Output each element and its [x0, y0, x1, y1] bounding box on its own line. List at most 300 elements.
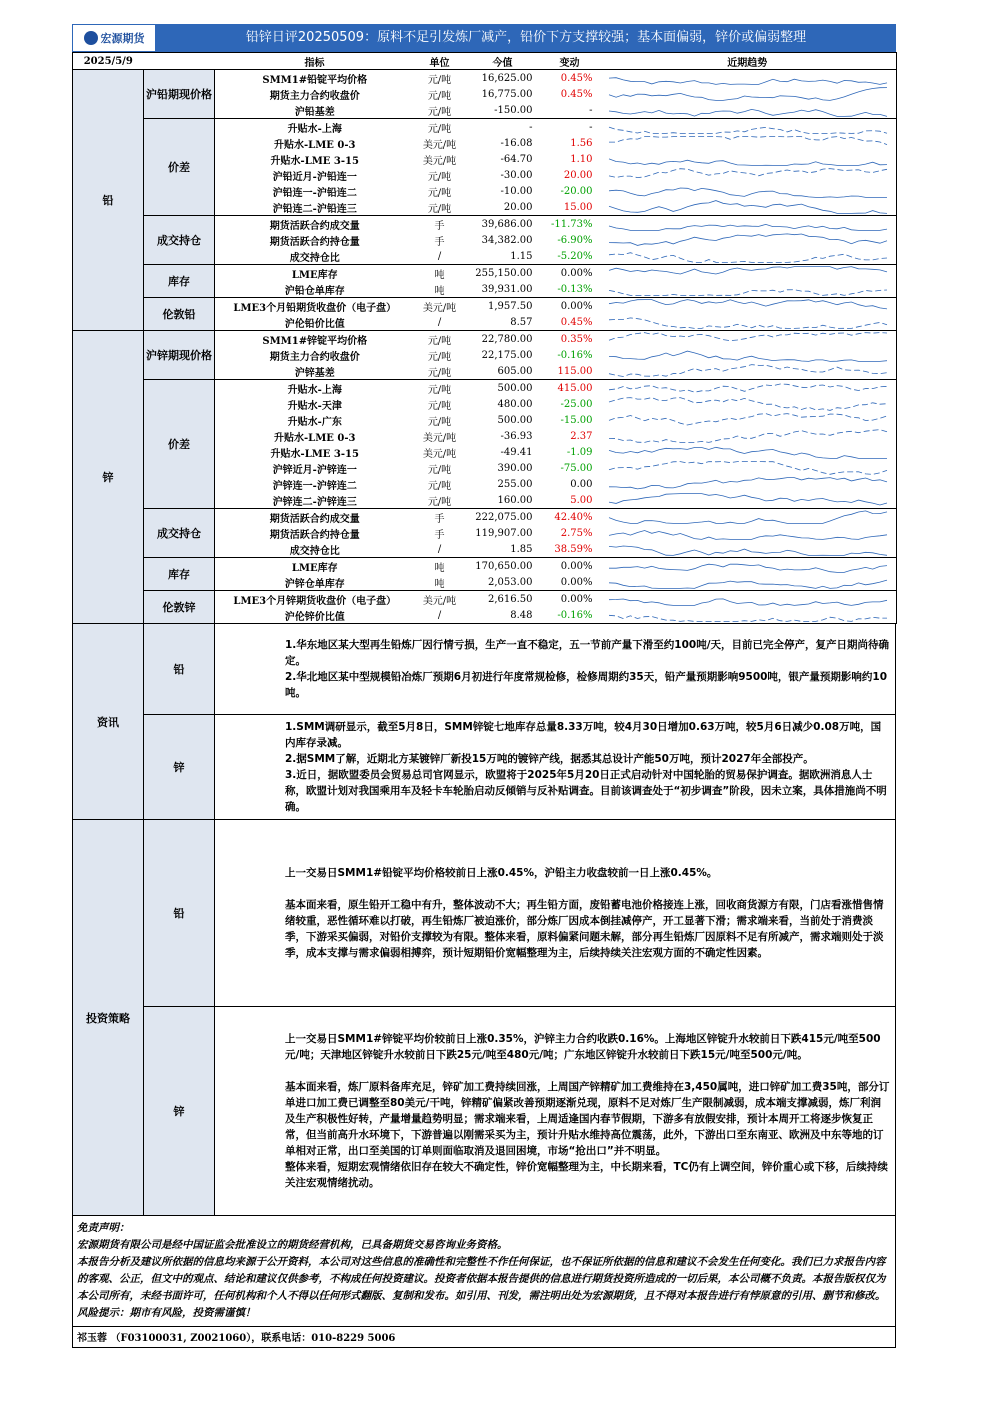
- value-cell: 605.00: [465, 363, 541, 380]
- group-label: 价差: [144, 380, 215, 509]
- strategy-zinc-text: [215, 1007, 896, 1216]
- sparkline-path: [609, 300, 887, 309]
- disclaimer-line: 本报告分析及建议所依据的信息均来源于公开资料，本公司对这些信息的准确性和完整性不作任何保证，也不保证所依据的信息和建议不会发生任何变化。我们已力求报告内容的客观、公正，但文中的观点、结论和建议仅供参考，不构成任何投资建议。投资者依据本报告提供的信息进行期货投资所造成的一切后果，本公司概不负责。本报告版权仅为本公司所有，未经书面许可，任何机构和个人不得以任何形式翻版、复制和发布。如引用、刊发，需注明出处为宏源期货，且不得对本报告进行有悖原意的引用、删节和修改。: [77, 1256, 886, 1302]
- sparkline: [599, 476, 897, 492]
- value-cell: 160.00: [465, 492, 541, 509]
- change-cell: 0.45%: [560, 88, 593, 100]
- table-row: [73, 265, 897, 282]
- sparkline-path: [609, 414, 887, 425]
- news-zinc-item: 1.SMM调研显示，截至5月8日，SMM锌锭七地库存总量8.33万吨，较4月30日增加0.63万吨，较5月6日减少0.08万吨，国内库存录减。: [285, 721, 882, 749]
- change-cell: 5.00: [541, 492, 599, 509]
- unit-cell: 手: [434, 513, 445, 525]
- news-zinc-text: [215, 715, 896, 820]
- sparkline-path: [609, 615, 887, 621]
- analyst-contact: 祁玉蓉 （F03100031, Z0021060），联系电话：010-8229 5006: [72, 1327, 896, 1348]
- unit-cell: 元/吨: [427, 74, 452, 86]
- trend-cell: [599, 574, 897, 591]
- group-label: 库存: [144, 558, 215, 591]
- sparkline: [599, 265, 897, 281]
- trend-cell: [599, 86, 897, 102]
- value-cell: -16.08: [500, 137, 533, 149]
- data-table: [72, 52, 897, 624]
- unit-cell: 元/吨: [415, 363, 465, 380]
- unit-cell: /: [415, 607, 465, 624]
- group-label: 伦敦锌: [144, 591, 215, 624]
- indicator-name: LME库存: [291, 562, 338, 574]
- change-cell: -15.00: [560, 414, 593, 426]
- logo-text: 宏源期货: [100, 32, 145, 45]
- sparkline-path: [609, 511, 887, 524]
- unit-cell: /: [415, 314, 465, 331]
- unit-cell: 手: [434, 236, 445, 248]
- header-unit: 单位: [415, 53, 465, 70]
- trend-cell: [599, 412, 897, 428]
- sparkline-path: [609, 494, 887, 505]
- sparkline: [599, 102, 897, 118]
- value-cell: 1,957.50: [487, 300, 533, 312]
- section-label: 铅: [73, 70, 144, 331]
- value-cell: -150.00: [465, 102, 541, 119]
- sparkline-path: [609, 159, 887, 166]
- change-cell: 42.40%: [554, 511, 593, 523]
- change-cell: 2.75%: [560, 527, 593, 539]
- sparkline-path: [609, 430, 887, 443]
- group-label: 沪铅期现价格: [144, 70, 215, 119]
- value-cell: -30.00: [500, 169, 533, 181]
- sparkline-path: [609, 398, 887, 411]
- unit-cell: 元/吨: [427, 464, 452, 476]
- indicator-name: LME3个月铅期货收盘价（电子盘）: [233, 302, 397, 314]
- sparkline: [599, 525, 897, 541]
- change-cell: 38.59%: [541, 541, 599, 558]
- change-cell: -: [541, 102, 599, 119]
- sparkline-path: [609, 88, 887, 101]
- sparkline-path: [609, 201, 887, 214]
- change-cell: 0.00%: [560, 267, 593, 279]
- change-cell: -5.20%: [541, 248, 599, 265]
- value-cell: 34,382.00: [481, 234, 533, 246]
- sparkline-path: [609, 531, 887, 540]
- sparkline-path: [609, 580, 887, 588]
- unit-cell: /: [415, 248, 465, 265]
- change-cell: -11.73%: [550, 218, 593, 230]
- sparkline-path: [609, 333, 887, 341]
- sparkline: [599, 232, 897, 248]
- unit-cell: /: [415, 541, 465, 558]
- value-cell: -49.41: [500, 446, 533, 458]
- group-label: 成交持仓: [144, 509, 215, 558]
- header-trend: 近期趋势: [599, 53, 897, 70]
- group-label: 库存: [144, 265, 215, 298]
- change-cell: -0.16%: [557, 349, 593, 361]
- sparkline-path: [609, 351, 887, 361]
- trend-cell: [599, 525, 897, 541]
- trend-cell: [599, 331, 897, 348]
- change-cell: -25.00: [560, 398, 593, 410]
- sparkline-path: [609, 318, 887, 329]
- change-cell: 0.00: [570, 478, 593, 490]
- value-cell: 480.00: [497, 398, 533, 410]
- trend-cell: [599, 492, 897, 509]
- header-indicator: 指标: [215, 53, 415, 70]
- value-cell: 2,053.00: [465, 574, 541, 591]
- indicator-name: 沪锌仓单库存: [215, 574, 415, 591]
- sparkline-path: [609, 546, 887, 555]
- value-cell: 20.00: [465, 199, 541, 216]
- indicator-name: 沪锌近月-沪锌连一: [272, 464, 357, 476]
- group-label: 沪锌期现价格: [144, 331, 215, 380]
- indicator-name: 升贴水-上海: [287, 123, 342, 135]
- table-row: [73, 70, 897, 87]
- change-cell: -0.13%: [541, 281, 599, 298]
- group-label: 价差: [144, 119, 215, 216]
- unit-cell: 元/吨: [415, 492, 465, 509]
- sparkline: [599, 444, 897, 460]
- disclaimer-title: 免责声明：: [77, 1222, 130, 1234]
- report-page: [72, 24, 896, 1348]
- value-cell: 1.85: [465, 541, 541, 558]
- change-cell: 0.00%: [541, 574, 599, 591]
- sparkline: [599, 183, 897, 199]
- sparkline: [599, 412, 897, 428]
- table-row: [73, 558, 897, 575]
- change-cell: 2.37: [570, 430, 593, 442]
- value-cell: 8.48: [465, 607, 541, 624]
- change-cell: -0.16%: [541, 607, 599, 624]
- unit-cell: 吨: [415, 281, 465, 298]
- group-label: 伦敦铅: [144, 298, 215, 331]
- risk-warning: 风险提示：期市有风险，投资需谨慎！: [77, 1307, 256, 1319]
- indicator-name: 沪铅基差: [215, 102, 415, 119]
- value-cell: 2,616.50: [487, 593, 533, 605]
- news-lead-item: 2.华北地区某中型规模铅冶炼厂预期6月初进行年度常规检修，检修周期约35天，铅产量预期影响9500吨，银产量预期影响约10吨。: [285, 671, 888, 699]
- unit-cell: 元/吨: [427, 384, 452, 396]
- news-label: 资讯: [73, 624, 144, 820]
- unit-cell: 元/吨: [427, 187, 452, 199]
- sparkline-path: [609, 267, 887, 274]
- table-row: [73, 380, 897, 397]
- change-cell: 115.00: [541, 363, 599, 380]
- value-cell: 500.00: [497, 414, 533, 426]
- trend-cell: [599, 509, 897, 526]
- sparkline-path: [609, 384, 887, 392]
- sparkline-path: [609, 564, 887, 572]
- value-cell: 39,931.00: [465, 281, 541, 298]
- change-cell: 0.00%: [560, 300, 593, 312]
- indicator-name: 沪铅近月-沪铅连一: [272, 171, 357, 183]
- trend-cell: [599, 363, 897, 380]
- indicator-name: LME3个月锌期货收盘价（电子盘）: [233, 595, 397, 607]
- table-row: [73, 509, 897, 526]
- news-lead-label: 铅: [144, 624, 215, 715]
- trend-cell: [599, 216, 897, 233]
- value-cell: 39,686.00: [481, 218, 533, 230]
- sparkline: [599, 281, 897, 297]
- change-cell: 15.00: [541, 199, 599, 216]
- sparkline-path: [609, 478, 887, 489]
- value-cell: 16,775.00: [481, 88, 533, 100]
- trend-cell: [599, 183, 897, 199]
- unit-cell: 美元/吨: [422, 155, 457, 167]
- news-zinc-item: 2.据SMM了解，近期北方某镀锌厂新投15万吨的镀锌产线，据悉其总设计产能50万吨，预计2027年全部投产。: [285, 753, 814, 765]
- strategy-section: [72, 820, 896, 1216]
- strategy-zinc-item: 整体来看，短期宏观情绪依旧存在较大不确定性，锌价宽幅整理为主，中长期来看，TC仍有上调空间，锌价重心或下移，后续持续关注宏观情绪扰动。: [285, 1161, 888, 1189]
- value-cell: 8.57: [465, 314, 541, 331]
- change-cell: -1.09: [566, 446, 593, 458]
- value-cell: 1.15: [465, 248, 541, 265]
- unit-cell: 手: [434, 220, 445, 232]
- unit-cell: 吨: [434, 269, 445, 281]
- unit-cell: 美元/吨: [422, 432, 457, 444]
- header-date: 2025/5/9: [73, 53, 144, 70]
- strategy-lead-text: [215, 820, 896, 1007]
- trend-cell: [599, 607, 897, 624]
- group-label: 成交持仓: [144, 216, 215, 265]
- value-cell: 255.00: [497, 478, 533, 490]
- sparkline-path: [609, 188, 887, 197]
- unit-cell: 吨: [415, 574, 465, 591]
- sparkline: [599, 460, 897, 476]
- unit-cell: 元/吨: [427, 90, 452, 102]
- value-cell: -10.00: [500, 185, 533, 197]
- table-header-row: [73, 53, 897, 70]
- value-cell: 22,175.00: [481, 349, 533, 361]
- indicator-name: 沪伦铅价比值: [215, 314, 415, 331]
- trend-cell: [599, 476, 897, 492]
- indicator-name: 期货活跃合约持仓量: [269, 529, 360, 541]
- table-row: [73, 591, 897, 608]
- strategy-zinc-item: 基本面来看，炼厂原料备库充足，锌矿加工费持续回涨，上周国产锌精矿加工费维持在3,450属吨，进口锌矿加工费35吨，部分订单进口加工费已调整至80美元/干吨，锌精矿偏紧改善预期逐渐兑现，原料不足对炼厂生产限制减弱，成本端支撑减弱，炼厂利润及生产积极性好转，产量增量趋势明显；需求端来看，上周适逢国内春节假期，下游多有放假安排，预计本周开工将逐步恢复正常，但当前高升水环境下，下游普遍以刚需采买为主，预计升贴水维持高位震荡，此外，下游出口至东南亚、欧洲及中东等地的订单相对正常，出口至美国的订单则面临取消及退回困境，市场“抢出口”并不明显。: [285, 1081, 890, 1157]
- indicator-name: 沪铅连一-沪铅连二: [272, 187, 357, 199]
- value-cell: 255,150.00: [475, 267, 533, 279]
- indicator-name: 沪铅连二-沪铅连三: [215, 199, 415, 216]
- sparkline: [599, 363, 897, 379]
- trend-cell: [599, 232, 897, 248]
- strategy-label: 投资策略: [73, 820, 144, 1216]
- sparkline: [599, 541, 897, 557]
- sparkline: [599, 347, 897, 363]
- sparkline: [599, 216, 897, 232]
- table-row: [73, 331, 897, 348]
- indicator-name: 升贴水-LME 3-15: [270, 155, 359, 167]
- news-lead-text: [215, 624, 896, 715]
- sparkline-path: [609, 462, 887, 475]
- indicator-name: 成交持仓比: [215, 248, 415, 265]
- trend-cell: [599, 167, 897, 183]
- indicator-name: 升贴水-LME 0-3: [274, 432, 356, 444]
- unit-cell: 元/吨: [427, 416, 452, 428]
- sparkline-path: [609, 137, 887, 145]
- sparkline: [599, 70, 897, 86]
- unit-cell: 元/吨: [427, 335, 452, 347]
- indicator-name: 期货活跃合约成交量: [269, 513, 360, 525]
- indicator-name: SMM1#铅锭平均价格: [262, 74, 368, 86]
- sparkline: [599, 396, 897, 412]
- indicator-name: 升贴水-广东: [287, 416, 342, 428]
- sparkline: [599, 151, 897, 167]
- table-row: [73, 216, 897, 233]
- table-row: [73, 119, 897, 136]
- strategy-zinc-label: 锌: [144, 1007, 215, 1216]
- value-cell: 222,075.00: [475, 511, 533, 523]
- indicator-name: 升贴水-LME 3-15: [270, 448, 359, 460]
- change-cell: 1.10: [570, 153, 593, 165]
- value-cell: -: [529, 121, 533, 133]
- strategy-lead-item: 上一交易日SMM1#铅锭平均价格较前日上涨0.45%，沪铅主力收盘较前一日上涨0.45%。: [285, 867, 718, 879]
- change-cell: -6.90%: [557, 234, 593, 246]
- trend-cell: [599, 298, 897, 315]
- indicator-name: 期货活跃合约成交量: [269, 220, 360, 232]
- unit-cell: 美元/吨: [422, 139, 457, 151]
- sparkline-path: [609, 224, 887, 230]
- trend-cell: [599, 265, 897, 282]
- trend-cell: [599, 380, 897, 397]
- sparkline: [599, 607, 897, 623]
- header-today: 今值: [465, 53, 541, 70]
- indicator-name: 期货活跃合约持仓量: [269, 236, 360, 248]
- trend-cell: [599, 281, 897, 298]
- unit-cell: 元/吨: [427, 171, 452, 183]
- sparkline: [599, 314, 897, 330]
- trend-cell: [599, 135, 897, 151]
- report-header: [72, 24, 896, 52]
- sparkline-path: [609, 127, 887, 133]
- change-cell: 0.45%: [541, 314, 599, 331]
- value-cell: 170,650.00: [475, 560, 533, 572]
- change-cell: 0.00%: [560, 560, 593, 572]
- value-cell: 16,625.00: [481, 72, 533, 84]
- sparkline: [599, 298, 897, 314]
- change-cell: 0.35%: [560, 333, 593, 345]
- indicator-name: 升贴水-天津: [287, 400, 342, 412]
- change-cell: -: [589, 121, 593, 133]
- sparkline: [599, 574, 897, 590]
- unit-cell: 元/吨: [415, 199, 465, 216]
- sparkline: [599, 492, 897, 508]
- trend-cell: [599, 460, 897, 476]
- unit-cell: 美元/吨: [422, 595, 457, 607]
- indicator-name: LME库存: [291, 269, 338, 281]
- value-cell: 22,780.00: [481, 333, 533, 345]
- strategy-lead-item: 基本面来看，原生铅开工稳中有升，整体波动不大；再生铅方面，废铅蓄电池价格接连上涨，回收商货源方有限，门店看涨惜售情绪较重，恶性循环难以打破，再生铅炼厂被迫涨价，部分炼厂因成本倒挂减停产，开工显著下滑；需求端来看，当前处于消费淡季，下游采买偏弱，对铅价支撑较为有限。整体来看，原料偏紧问题未解，部分再生铅炼厂因原料不足有所减产，需求端则处于淡季，成本支撑与需求偏弱相搏弈，预计短期铅价宽幅整理为主，后续持续关注宏观方面的不确定性因素。: [285, 899, 884, 959]
- change-cell: 20.00: [563, 169, 593, 181]
- company-logo: [72, 24, 156, 52]
- sparkline-path: [609, 290, 887, 296]
- trend-cell: [599, 119, 897, 136]
- logo-icon: [84, 31, 98, 45]
- news-section: [72, 624, 896, 820]
- section-label: 锌: [73, 331, 144, 624]
- unit-cell: 美元/吨: [422, 302, 457, 314]
- value-cell: -36.93: [500, 430, 533, 442]
- indicator-name: 沪锌连一-沪锌连二: [272, 480, 357, 492]
- indicator-name: 沪伦锌价比值: [215, 607, 415, 624]
- trend-cell: [599, 248, 897, 265]
- indicator-name: 期货主力合约收盘价: [269, 351, 360, 363]
- trend-cell: [599, 541, 897, 558]
- trend-cell: [599, 428, 897, 444]
- sparkline: [599, 167, 897, 183]
- change-cell: -20.00: [560, 185, 593, 197]
- sparkline-path: [609, 78, 887, 85]
- sparkline: [599, 509, 897, 525]
- trend-cell: [599, 199, 897, 216]
- unit-cell: 元/吨: [427, 480, 452, 492]
- trend-cell: [599, 396, 897, 412]
- disclaimer: [72, 1216, 896, 1327]
- indicator-name: 升贴水-LME 0-3: [274, 139, 356, 151]
- sparkline: [599, 591, 897, 607]
- sparkline-path: [609, 365, 887, 377]
- indicator-name: 升贴水-上海: [287, 384, 342, 396]
- sparkline: [599, 119, 897, 135]
- strategy-lead-label: 铅: [144, 820, 215, 1007]
- sparkline-path: [609, 234, 887, 246]
- sparkline-path: [609, 109, 887, 116]
- sparkline-path: [609, 253, 887, 263]
- trend-cell: [599, 70, 897, 87]
- unit-cell: 元/吨: [427, 351, 452, 363]
- unit-cell: 元/吨: [415, 102, 465, 119]
- change-cell: 415.00: [557, 382, 593, 394]
- sparkline: [599, 199, 897, 215]
- sparkline-path: [609, 599, 887, 606]
- news-zinc-label: 锌: [144, 715, 215, 820]
- sparkline-path: [609, 447, 887, 458]
- indicator-name: 沪铅仓单库存: [215, 281, 415, 298]
- change-cell: -75.00: [560, 462, 593, 474]
- indicator-name: 沪锌连二-沪锌连三: [215, 492, 415, 509]
- news-lead-item: 1.华东地区某大型再生铅炼厂因行情亏损，生产一直不稳定，五一节前产量下滑至约100吨/天，目前已完全停产，复产日期尚待确定。: [285, 639, 890, 667]
- trend-cell: [599, 444, 897, 460]
- sparkline: [599, 86, 897, 102]
- value-cell: 390.00: [497, 462, 533, 474]
- indicator-name: 成交持仓比: [215, 541, 415, 558]
- sparkline-path: [609, 169, 887, 178]
- sparkline: [599, 135, 897, 151]
- sparkline: [599, 558, 897, 574]
- unit-cell: 美元/吨: [422, 448, 457, 460]
- sparkline: [599, 248, 897, 264]
- news-zinc-item: 3.近日，据欧盟委员会贸易总司官网显示，欧盟将于2025年5月20日正式启动针对中国轮胎的贸易保护调查。据欧洲消息人士称，欧盟计划对我国乘用车及轻卡车轮胎启动反倾销与反补贴调查。目前该调查处于“初步调查”阶段，因未立案，具体措施尚不明确。: [285, 769, 887, 813]
- trend-cell: [599, 314, 897, 331]
- trend-cell: [599, 347, 897, 363]
- sparkline: [599, 380, 897, 396]
- unit-cell: 手: [434, 529, 445, 541]
- header-change: 变动: [541, 53, 599, 70]
- trend-cell: [599, 591, 897, 608]
- trend-cell: [599, 151, 897, 167]
- sparkline: [599, 331, 897, 347]
- trend-cell: [599, 558, 897, 575]
- indicator-name: 期货主力合约收盘价: [269, 90, 360, 102]
- value-cell: 119,907.00: [475, 527, 533, 539]
- report-title: 铅锌日评20250509：原料不足引发炼厂减产，铅价下方支撑较强；基本面偏弱，锌价或偏弱整理: [245, 30, 807, 45]
- indicator-name: SMM1#锌锭平均价格: [262, 335, 368, 347]
- sparkline: [599, 428, 897, 444]
- disclaimer-line: 宏源期货有限公司是经中国证监会批准设立的期货经营机构，已具备期货交易咨询业务资格。: [77, 1239, 508, 1251]
- change-cell: 0.45%: [560, 72, 593, 84]
- trend-cell: [599, 102, 897, 119]
- unit-cell: 元/吨: [427, 400, 452, 412]
- unit-cell: 吨: [434, 562, 445, 574]
- change-cell: 1.56: [570, 137, 593, 149]
- indicator-name: 沪锌基差: [215, 363, 415, 380]
- value-cell: 500.00: [497, 382, 533, 394]
- unit-cell: 元/吨: [427, 123, 452, 135]
- change-cell: 0.00%: [560, 593, 593, 605]
- strategy-zinc-item: 上一交易日SMM1#锌锭平均价较前日上涨0.35%，沪锌主力合约收跌0.16%。上海地区锌锭升水较前日下跌415元/吨至500元/吨；天津地区锌锭升水较前日下跌25元/吨至480元/吨；广东地区锌锭升水较前日下跌15元/吨至500元/吨。: [285, 1033, 881, 1061]
